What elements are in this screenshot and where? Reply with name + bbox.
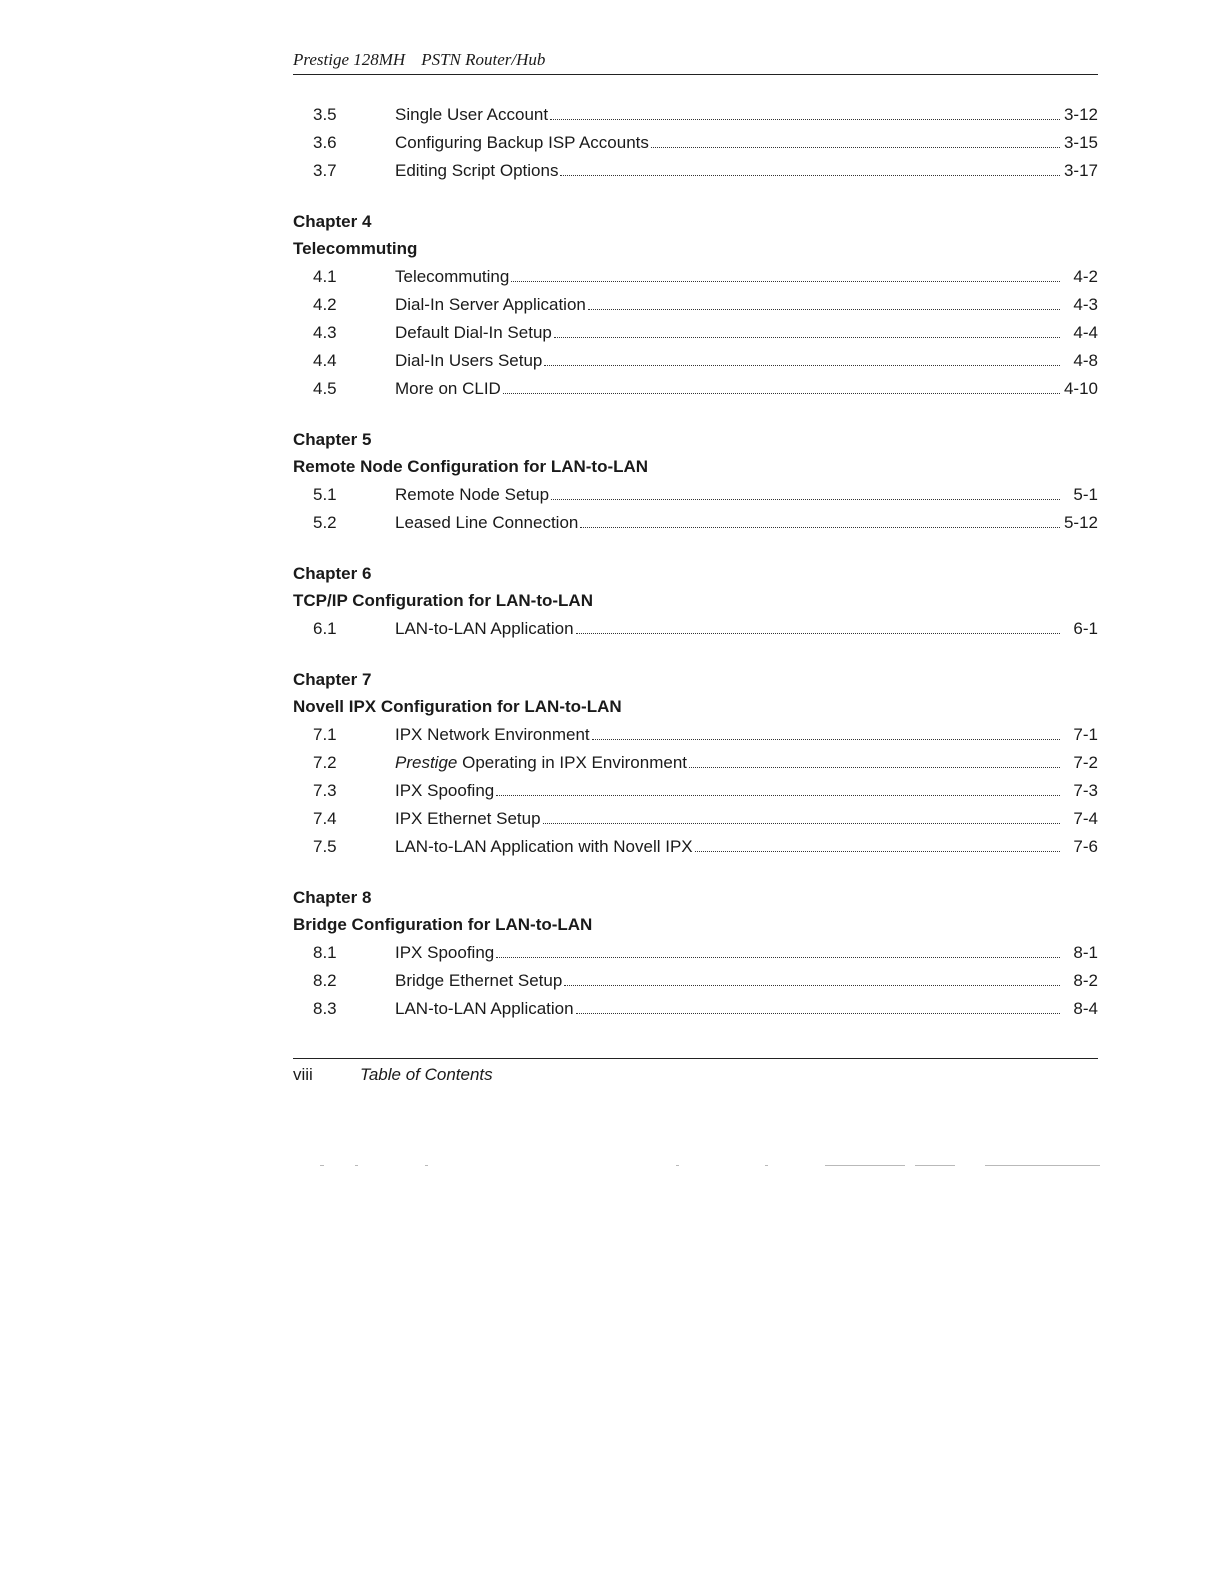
dot-leader [560,174,1060,176]
entry-title [395,749,687,777]
dot-leader [496,956,1060,958]
entry-page: 7-3 [1073,781,1098,800]
entry-number: 8.2 [313,971,337,990]
entry-page: 4-8 [1073,351,1098,370]
entry-number: 5.1 [313,485,337,504]
toc-entry [293,319,1098,347]
chapter-title: Remote Node Configuration for LAN-to-LAN [293,457,649,476]
chapter-title: Bridge Configuration for LAN-to-LAN [293,915,593,934]
chapter-entry-list [293,615,1098,643]
entry-title [395,967,562,995]
entry-number: 7.4 [313,809,337,828]
entry-title [395,347,542,375]
chapter-label: Chapter 6 [293,564,372,583]
entry-page: 7-6 [1073,837,1098,856]
toc-page [293,50,1098,1023]
chapter-title: Telecommuting [293,239,418,258]
dot-leader [651,146,1060,148]
entry-number: 8.1 [313,943,337,962]
entry-title-text: Leased Line Connection [395,513,579,532]
chapter-list [293,211,1098,1023]
chapter-entry-list [293,263,1098,403]
dot-leader [689,766,1060,768]
entry-number: 8.3 [313,999,337,1018]
entry-title-text: LAN-to-LAN Application [395,619,574,638]
entry-title-text: Dial-In Server Application [395,295,586,314]
chapter-entry-list [293,939,1098,1023]
toc-entry [293,995,1098,1023]
page-footer [293,1058,1098,1085]
scan-mark [915,1165,955,1166]
chapter-label: Chapter 4 [293,212,372,231]
entry-number: 7.3 [313,781,337,800]
entry-title [395,129,649,157]
chapter-label: Chapter 5 [293,430,372,449]
entry-number: 3.5 [313,105,337,124]
entry-number: 4.4 [313,351,337,370]
entry-title-text: Dial-In Users Setup [395,351,543,370]
entry-number: 7.1 [313,725,337,744]
entry-number: 6.1 [313,619,337,638]
entry-number: 4.5 [313,379,337,398]
dot-leader [543,822,1060,824]
dot-leader [588,308,1060,310]
toc-entry [293,347,1098,375]
intro-entries [293,101,1098,185]
header-product: Prestige 128MH [293,50,406,69]
chapter-section [293,887,1098,1023]
footer-page-number: viii [293,1065,313,1084]
entry-number: 7.2 [313,753,337,772]
dot-leader [554,336,1060,338]
scan-mark [825,1165,905,1166]
entry-title-text: IPX Network Environment [395,725,590,744]
intro-entry-list [293,101,1098,185]
entry-number: 4.3 [313,323,337,342]
entry-page: 8-2 [1073,971,1098,990]
entry-page: 8-1 [1073,943,1098,962]
chapter-section [293,563,1098,643]
entry-page: 4-10 [1063,379,1098,398]
entry-number: 5.2 [313,513,337,532]
entry-title-text: Operating in IPX Environment [457,753,687,772]
chapter-section [293,669,1098,861]
dot-leader [580,526,1060,528]
entry-title [395,939,494,967]
scan-mark [765,1165,768,1166]
entry-title-text: Bridge Ethernet Setup [395,971,563,990]
entry-title [395,157,558,185]
dot-leader [511,280,1060,282]
dot-leader [576,1012,1060,1014]
entry-title-italic: Prestige [395,753,458,772]
entry-title [395,319,552,347]
entry-number: 4.1 [313,267,337,286]
chapter-title: Novell IPX Configuration for LAN-to-LAN [293,697,622,716]
toc-entry [293,509,1098,537]
entry-title-text: IPX Spoofing [395,781,495,800]
toc-entry [293,939,1098,967]
entry-page: 6-1 [1073,619,1098,638]
toc-entry [293,777,1098,805]
scan-mark [425,1165,428,1166]
entry-title [395,833,693,861]
dot-leader [496,794,1060,796]
entry-page: 5-1 [1073,485,1098,504]
entry-page: 4-2 [1073,267,1098,286]
chapter-entry-list [293,721,1098,861]
entry-title-text: Editing Script Options [395,161,559,180]
chapter-section [293,211,1098,403]
header-subtitle: PSTN Router/Hub [421,50,546,69]
toc-entry [293,967,1098,995]
toc-entry [293,805,1098,833]
entry-title-text: IPX Spoofing [395,943,495,962]
entry-number: 7.5 [313,837,337,856]
entry-page: 8-4 [1073,999,1098,1018]
entry-page: 3-12 [1063,105,1098,124]
entry-page: 3-15 [1063,133,1098,152]
dot-leader [550,118,1060,120]
dot-leader [576,632,1060,634]
toc-entry [293,615,1098,643]
entry-title [395,721,590,749]
entry-title [395,101,548,129]
entry-title-text: Telecommuting [395,267,510,286]
toc-entry [293,749,1098,777]
running-header [293,50,1098,75]
entry-title-text: LAN-to-LAN Application with Novell IPX [395,837,693,856]
scan-mark [355,1165,358,1166]
entry-page: 4-4 [1073,323,1098,342]
scan-mark [320,1165,324,1166]
dot-leader [544,364,1060,366]
entry-title-text: More on CLID [395,379,501,398]
entry-title [395,995,574,1023]
chapter-section [293,429,1098,537]
dot-leader [592,738,1060,740]
toc-entry [293,375,1098,403]
entry-page: 3-17 [1063,161,1098,180]
entry-title-text: Single User Account [395,105,549,124]
entry-title [395,509,578,537]
entry-title-text: LAN-to-LAN Application [395,999,574,1018]
entry-title-text: IPX Ethernet Setup [395,809,541,828]
entry-title [395,481,549,509]
entry-title [395,291,586,319]
entry-number: 3.7 [313,161,337,180]
entry-title [395,805,541,833]
scan-mark [985,1165,1100,1166]
toc-entry [293,721,1098,749]
dot-leader [695,850,1060,852]
dot-leader [564,984,1060,986]
footer-title: Table of Contents [360,1065,493,1084]
chapter-label: Chapter 8 [293,888,372,907]
entry-title [395,777,494,805]
toc-entry [293,129,1098,157]
toc-entry [293,481,1098,509]
entry-page: 7-4 [1073,809,1098,828]
entry-title-text: Configuring Backup ISP Accounts [395,133,649,152]
entry-title-text: Remote Node Setup [395,485,550,504]
toc-entry [293,157,1098,185]
chapter-entry-list [293,481,1098,537]
entry-page: 4-3 [1073,295,1098,314]
entry-title [395,375,501,403]
toc-entry [293,101,1098,129]
toc-entry [293,291,1098,319]
scan-mark [676,1165,679,1166]
entry-title [395,615,574,643]
entry-title [395,263,509,291]
entry-number: 3.6 [313,133,337,152]
entry-page: 5-12 [1063,513,1098,532]
entry-number: 4.2 [313,295,337,314]
entry-page: 7-1 [1073,725,1098,744]
toc-entry [293,833,1098,861]
dot-leader [551,498,1060,500]
chapter-title: TCP/IP Configuration for LAN-to-LAN [293,591,593,610]
entry-title-text: Default Dial-In Setup [395,323,552,342]
dot-leader [503,392,1060,394]
toc-entry [293,263,1098,291]
entry-page: 7-2 [1073,753,1098,772]
chapter-label: Chapter 7 [293,670,372,689]
